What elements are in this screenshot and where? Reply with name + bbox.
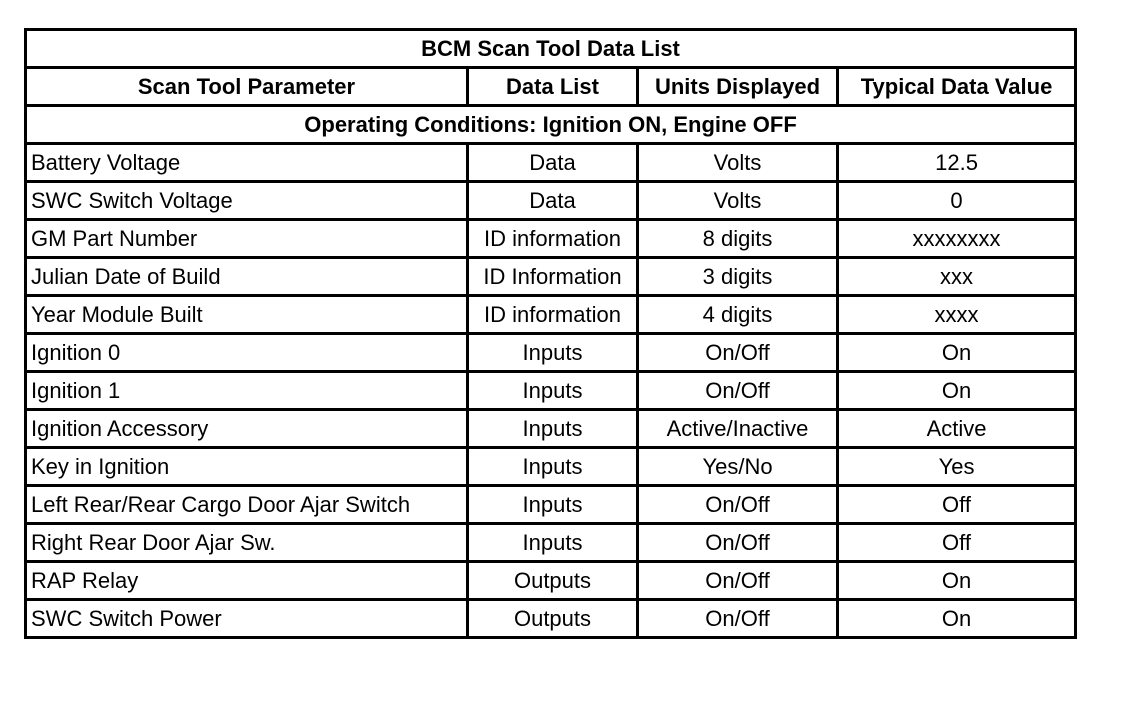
parameter-cell: Ignition 1 (26, 372, 468, 410)
table-row (26, 334, 1076, 372)
table-row (26, 600, 1076, 638)
data-list-cell: ID Information (468, 258, 638, 296)
operating-conditions: Operating Conditions: Ignition ON, Engine OFF (26, 106, 1076, 144)
data-list-cell: Inputs (468, 524, 638, 562)
typical-value-cell: xxxx (838, 296, 1076, 334)
data-list-cell: ID information (468, 296, 638, 334)
parameter-cell: Left Rear/Rear Cargo Door Ajar Switch (26, 486, 468, 524)
parameter-cell: Battery Voltage (26, 144, 468, 182)
typical-value-cell: Off (838, 486, 1076, 524)
data-list-cell: Outputs (468, 562, 638, 600)
parameter-cell: RAP Relay (26, 562, 468, 600)
conditions-row (26, 106, 1076, 144)
units-cell: On/Off (638, 486, 838, 524)
table-row (26, 410, 1076, 448)
parameter-cell: GM Part Number (26, 220, 468, 258)
typical-value-cell: Yes (838, 448, 1076, 486)
table-title: BCM Scan Tool Data List (26, 30, 1076, 68)
units-cell: 8 digits (638, 220, 838, 258)
typical-value-cell: On (838, 600, 1076, 638)
table-row (26, 524, 1076, 562)
typical-value-cell: Active (838, 410, 1076, 448)
table-row (26, 220, 1076, 258)
column-header-units: Units Displayed (638, 68, 838, 106)
units-cell: On/Off (638, 372, 838, 410)
data-list-cell: Inputs (468, 448, 638, 486)
typical-value-cell: xxx (838, 258, 1076, 296)
parameter-cell: Ignition Accessory (26, 410, 468, 448)
typical-value-cell: 0 (838, 182, 1076, 220)
data-list-cell: Data (468, 144, 638, 182)
typical-value-cell: Off (838, 524, 1076, 562)
units-cell: On/Off (638, 562, 838, 600)
units-cell: Volts (638, 144, 838, 182)
typical-value-cell: xxxxxxxx (838, 220, 1076, 258)
parameter-cell: Right Rear Door Ajar Sw. (26, 524, 468, 562)
data-list-cell: Data (468, 182, 638, 220)
table-row (26, 258, 1076, 296)
table-row (26, 448, 1076, 486)
data-list-cell: ID information (468, 220, 638, 258)
table-row (26, 144, 1076, 182)
units-cell: On/Off (638, 600, 838, 638)
header-row (26, 68, 1076, 106)
title-row (26, 30, 1076, 68)
typical-value-cell: On (838, 334, 1076, 372)
table-row (26, 486, 1076, 524)
table-row (26, 562, 1076, 600)
table-body (26, 144, 1076, 638)
units-cell: 4 digits (638, 296, 838, 334)
scan-tool-data-table (24, 28, 1077, 639)
table-row (26, 372, 1076, 410)
parameter-cell: Julian Date of Build (26, 258, 468, 296)
column-header-data-list: Data List (468, 68, 638, 106)
column-header-parameter: Scan Tool Parameter (26, 68, 468, 106)
data-list-cell: Inputs (468, 334, 638, 372)
data-list-cell: Outputs (468, 600, 638, 638)
typical-value-cell: On (838, 562, 1076, 600)
parameter-cell: Ignition 0 (26, 334, 468, 372)
typical-value-cell: 12.5 (838, 144, 1076, 182)
units-cell: On/Off (638, 524, 838, 562)
units-cell: Active/Inactive (638, 410, 838, 448)
parameter-cell: SWC Switch Power (26, 600, 468, 638)
units-cell: Volts (638, 182, 838, 220)
units-cell: On/Off (638, 334, 838, 372)
parameter-cell: SWC Switch Voltage (26, 182, 468, 220)
column-header-typical-value: Typical Data Value (838, 68, 1076, 106)
parameter-cell: Key in Ignition (26, 448, 468, 486)
table-row (26, 296, 1076, 334)
table-row (26, 182, 1076, 220)
units-cell: 3 digits (638, 258, 838, 296)
data-list-cell: Inputs (468, 372, 638, 410)
units-cell: Yes/No (638, 448, 838, 486)
data-list-cell: Inputs (468, 486, 638, 524)
typical-value-cell: On (838, 372, 1076, 410)
parameter-cell: Year Module Built (26, 296, 468, 334)
data-list-cell: Inputs (468, 410, 638, 448)
